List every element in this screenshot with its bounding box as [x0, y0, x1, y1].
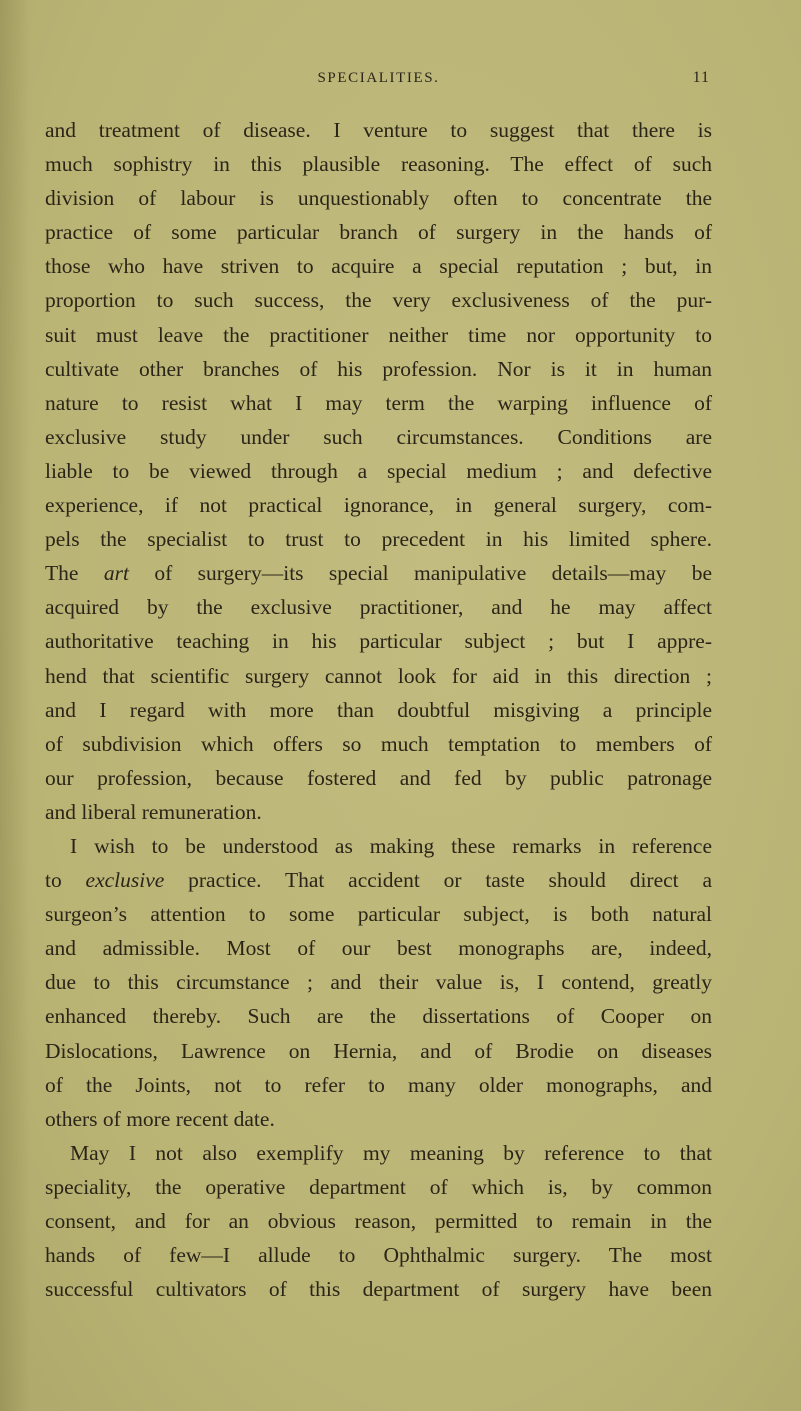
- text-line: cultivate other branches of his profession. Nor is it in human: [45, 356, 712, 381]
- text-run: to: [45, 868, 86, 893]
- text-line: of subdivision which offers so much temptation to members of: [45, 731, 712, 756]
- body-text: [45, 113, 712, 1306]
- text-line: Dislocations, Lawrence on Hernia, and of Brodie on diseases: [45, 1038, 712, 1063]
- page-number: 11: [692, 69, 710, 86]
- text-line: proportion to such success, the very exclusiveness of the pur-: [45, 288, 712, 313]
- text-line: speciality, the operative department of which is, by common: [45, 1174, 712, 1199]
- text-line: and treatment of disease. I venture to suggest that there is: [45, 118, 712, 142]
- text-line: and I regard with more than doubtful misgiving a principle: [45, 697, 712, 722]
- text-line: consent, and for an obvious reason, permitted to remain in the: [45, 1209, 712, 1233]
- text-line: hands of few—I allude to Ophthalmic surgery. The most: [45, 1243, 712, 1268]
- text-line: nature to resist what I may term the warping influence of: [45, 390, 712, 415]
- text-line: experience, if not practical ignorance, in general surgery, com-: [45, 493, 712, 518]
- text-line: those who have striven to acquire a special reputation ; but, in: [45, 254, 712, 279]
- text-line: [45, 863, 712, 897]
- text-line: surgeon’s attention to some particular subject, is both natural: [45, 902, 712, 927]
- paragraph-end-line: and liberal remuneration.: [45, 799, 262, 824]
- text-run: practice. That accident or taste should direct a: [164, 868, 712, 893]
- text-line: successful cultivators of this department of surgery have been: [45, 1277, 712, 1302]
- binding-shadow: [0, 0, 30, 1411]
- running-head: [45, 66, 712, 92]
- paragraph-start-line: I wish to be understood as making these remarks in reference: [70, 833, 712, 858]
- text-line: authoritative teaching in his particular subject ; but I appre-: [45, 629, 712, 654]
- text-run: The: [45, 561, 104, 586]
- text-line: liable to be viewed through a special medium ; and defective: [45, 458, 712, 483]
- text-line: division of labour is unquestionably often to concentrate the: [45, 186, 712, 211]
- text-line: and admissible. Most of our best monographs are, indeed,: [45, 936, 712, 961]
- text-line: much sophistry in this plausible reasoning. The effect of such: [45, 152, 712, 177]
- italic-term: exclusive: [85, 868, 165, 893]
- text-line: [45, 556, 712, 590]
- text-line: hend that scientific surgery cannot look for aid in this direction ;: [45, 663, 712, 688]
- paragraph-start-line: May I not also exemplify my meaning by reference to that: [70, 1140, 712, 1165]
- text-line: practice of some particular branch of surgery in the hands of: [45, 220, 712, 245]
- paragraph-end-line: others of more recent date.: [45, 1106, 275, 1131]
- text-line: of the Joints, not to refer to many older monographs, and: [45, 1072, 712, 1097]
- text-line: acquired by the exclusive practitioner, and he may affect: [45, 595, 712, 620]
- text-line: suit must leave the practitioner neither time nor opportunity to: [45, 322, 712, 347]
- text-line: exclusive study under such circumstances. Conditions are: [45, 424, 712, 449]
- text-run: of surgery—its special manipulative details—may be: [128, 561, 712, 586]
- running-title: SPECIALITIES.: [317, 70, 440, 86]
- text-line: our profession, because fostered and fed by public patronage: [45, 765, 712, 790]
- text-line: pels the specialist to trust to precedent in his limited sphere.: [45, 527, 712, 552]
- italic-term: art: [103, 561, 129, 586]
- text-line: due to this circumstance ; and their value is, I contend, greatly: [45, 970, 712, 995]
- text-line: enhanced thereby. Such are the dissertations of Cooper on: [45, 1004, 712, 1029]
